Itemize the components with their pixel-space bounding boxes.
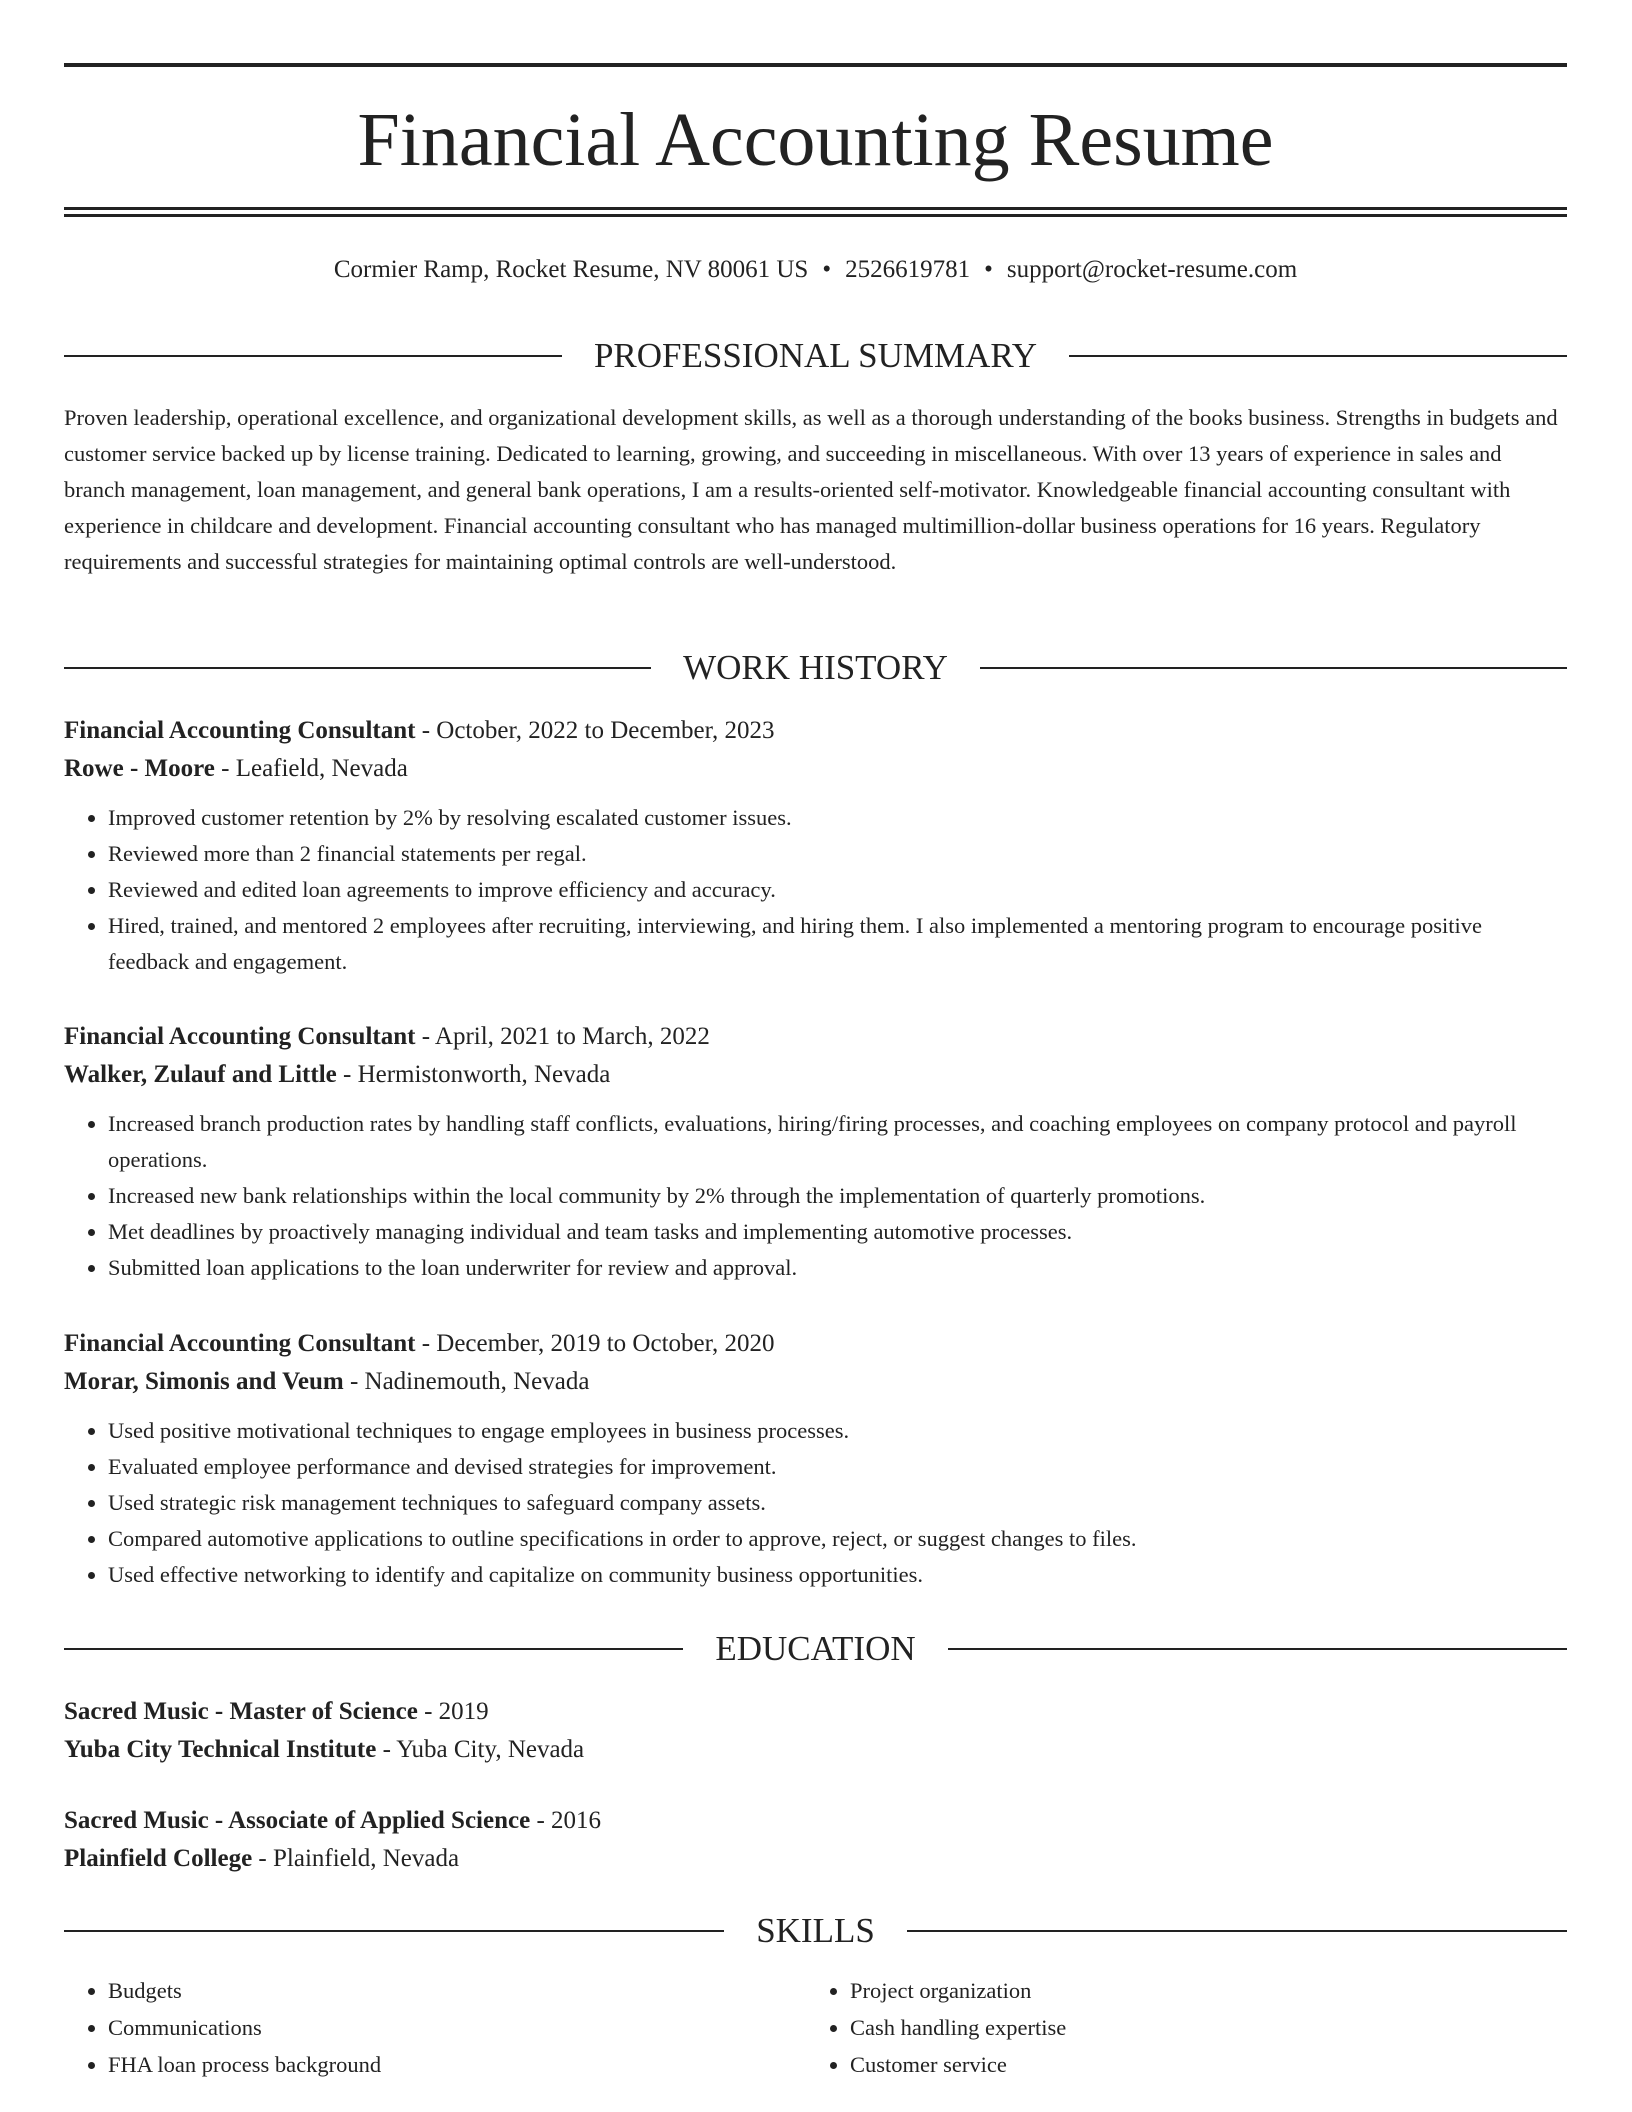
job-location: - Hermistonworth, Nevada bbox=[336, 1061, 611, 1088]
job-title-line bbox=[64, 1018, 1567, 1056]
job-title-line bbox=[64, 712, 1567, 750]
contact-separator: • bbox=[984, 256, 993, 283]
heading-rule-left bbox=[64, 1930, 724, 1932]
section-heading-work bbox=[64, 648, 1567, 688]
job-entry bbox=[64, 712, 1567, 980]
job-bullet: • Improved customer retention by 2% by resolving escalated customer issues. bbox=[108, 800, 1567, 836]
education-school-line bbox=[64, 1840, 1567, 1878]
education-year: - 2016 bbox=[530, 1807, 602, 1834]
job-bullet: • Increased new bank relationships within the local community by 2% through the implementation of quarterly promotions. bbox=[108, 1178, 1567, 1214]
header-rule-2 bbox=[64, 214, 1567, 217]
contact-address: Cormier Ramp, Rocket Resume, NV 80061 US bbox=[333, 256, 809, 283]
summary-text: Proven leadership, operational excellence, and organizational development skills, as well as a thorough understanding of the books business. Strengths in budgets and customer service backed up by license training. Dedicated to learning, growing, and succeeding in miscellaneous. With over 13 years of experience in sales and branch management, loan management, and general bank operations, I am a results-oriented self-motivator. Knowledgeable financial accounting consultant with experience in childcare and development. Financial accounting consultant who has managed multimillion-dollar business operations for 16 years. Regulatory requirements and successful strategies for maintaining optimal controls are well-understood. bbox=[64, 405, 1558, 574]
education-entry bbox=[64, 1693, 1567, 1769]
education-degree: Sacred Music - Associate of Applied Science bbox=[64, 1807, 531, 1834]
header-top-rule bbox=[64, 63, 1567, 67]
education-degree: Sacred Music - Master of Science bbox=[64, 1698, 418, 1725]
job-bullets bbox=[64, 1413, 1567, 1593]
heading-rule-right bbox=[948, 1648, 1567, 1650]
job-location: - Leafield, Nevada bbox=[214, 755, 408, 782]
skills-column-right bbox=[806, 1972, 1506, 2083]
job-dates: - October, 2022 to December, 2023 bbox=[415, 717, 775, 744]
education-location: - Plainfield, Nevada bbox=[252, 1845, 460, 1872]
header-rule-1 bbox=[64, 207, 1567, 210]
job-dates: - April, 2021 to March, 2022 bbox=[415, 1023, 710, 1050]
job-company-line bbox=[64, 1056, 1567, 1094]
job-bullet: • Used positive motivational techniques to engage employees in business processes. bbox=[108, 1413, 1567, 1449]
education-school-line bbox=[64, 1731, 1567, 1769]
education-degree-line bbox=[64, 1693, 1567, 1731]
skill-item: • Communications bbox=[108, 2009, 764, 2046]
heading-rule-right bbox=[980, 667, 1567, 669]
job-company-line bbox=[64, 1363, 1567, 1401]
skill-item: • Cash handling expertise bbox=[850, 2009, 1506, 2046]
skill-item: • Budgets bbox=[108, 1972, 764, 2009]
skill-item: • FHA loan process background bbox=[108, 2046, 764, 2083]
education-location: - Yuba City, Nevada bbox=[376, 1736, 585, 1763]
section-title-work: WORK HISTORY bbox=[683, 648, 948, 687]
education-degree-line bbox=[64, 1802, 1567, 1840]
heading-rule-left bbox=[64, 667, 651, 669]
job-dates: - December, 2019 to October, 2020 bbox=[415, 1330, 775, 1357]
job-bullets bbox=[64, 1106, 1567, 1286]
job-bullet: • Reviewed more than 2 financial statements per regal. bbox=[108, 836, 1567, 872]
section-title-education: EDUCATION bbox=[715, 1629, 916, 1668]
contact-separator: • bbox=[822, 256, 832, 283]
job-entry bbox=[64, 1325, 1567, 1593]
contact-email: support@rocket-resume.com bbox=[1006, 256, 1298, 283]
heading-rule-left bbox=[64, 1648, 683, 1650]
job-title: Financial Accounting Consultant bbox=[64, 1023, 416, 1050]
job-company-line bbox=[64, 750, 1567, 788]
job-bullet: • Evaluated employee performance and devised strategies for improvement. bbox=[108, 1449, 1567, 1485]
resume-title: Financial Accounting Resume bbox=[357, 98, 1274, 182]
section-title-skills: SKILLS bbox=[756, 1911, 875, 1950]
job-bullet: • Reviewed and edited loan agreements to improve efficiency and accuracy. bbox=[108, 872, 1567, 908]
job-bullet: • Submitted loan applications to the loan underwriter for review and approval. bbox=[108, 1250, 1567, 1286]
job-bullet: • Met deadlines by proactively managing individual and team tasks and implementing automotive processes. bbox=[108, 1214, 1567, 1250]
skills-list bbox=[806, 1972, 1506, 2083]
education-school: Yuba City Technical Institute bbox=[64, 1736, 377, 1763]
section-heading-skills bbox=[64, 1911, 1567, 1951]
section-title-summary: PROFESSIONAL SUMMARY bbox=[593, 336, 1038, 375]
job-bullet: • Increased branch production rates by handling staff conflicts, evaluations, hiring/firing processes, and coaching employees on company protocol and payroll operations. bbox=[108, 1106, 1567, 1178]
job-bullet: • Used strategic risk management techniques to safeguard company assets. bbox=[108, 1485, 1567, 1521]
heading-rule-right bbox=[1069, 355, 1567, 357]
heading-rule-right bbox=[907, 1930, 1567, 1932]
education-year: - 2019 bbox=[417, 1698, 489, 1725]
job-entry bbox=[64, 1018, 1567, 1286]
skills-list bbox=[64, 1972, 764, 2083]
job-bullet: • Hired, trained, and mentored 2 employees after recruiting, interviewing, and hiring them. I also implemented a mentoring program to encourage positive feedback and engagement. bbox=[108, 908, 1567, 980]
job-company: Walker, Zulauf and Little bbox=[64, 1061, 337, 1088]
job-title: Financial Accounting Consultant bbox=[64, 1330, 416, 1357]
job-title-line bbox=[64, 1325, 1567, 1363]
education-school: Plainfield College bbox=[64, 1845, 253, 1872]
job-company: Morar, Simonis and Veum bbox=[64, 1368, 344, 1395]
section-heading-education bbox=[64, 1629, 1567, 1669]
job-location: - Nadinemouth, Nevada bbox=[343, 1368, 590, 1395]
job-bullet: • Used effective networking to identify and capitalize on community business opportunities. bbox=[108, 1557, 1567, 1593]
education-entry bbox=[64, 1802, 1567, 1878]
contact-line bbox=[64, 252, 1567, 288]
job-company: Rowe - Moore bbox=[64, 755, 215, 782]
job-title: Financial Accounting Consultant bbox=[64, 717, 416, 744]
skills-column-left bbox=[64, 1972, 764, 2083]
skill-item: • Project organization bbox=[850, 1972, 1506, 2009]
contact-phone: 2526619781 bbox=[845, 256, 971, 283]
skill-item: • Customer service bbox=[850, 2046, 1506, 2083]
heading-rule-left bbox=[64, 355, 562, 357]
job-bullets bbox=[64, 800, 1567, 980]
job-bullet: • Compared automotive applications to outline specifications in order to approve, reject, or suggest changes to files. bbox=[108, 1521, 1567, 1557]
section-heading-summary bbox=[64, 336, 1567, 376]
